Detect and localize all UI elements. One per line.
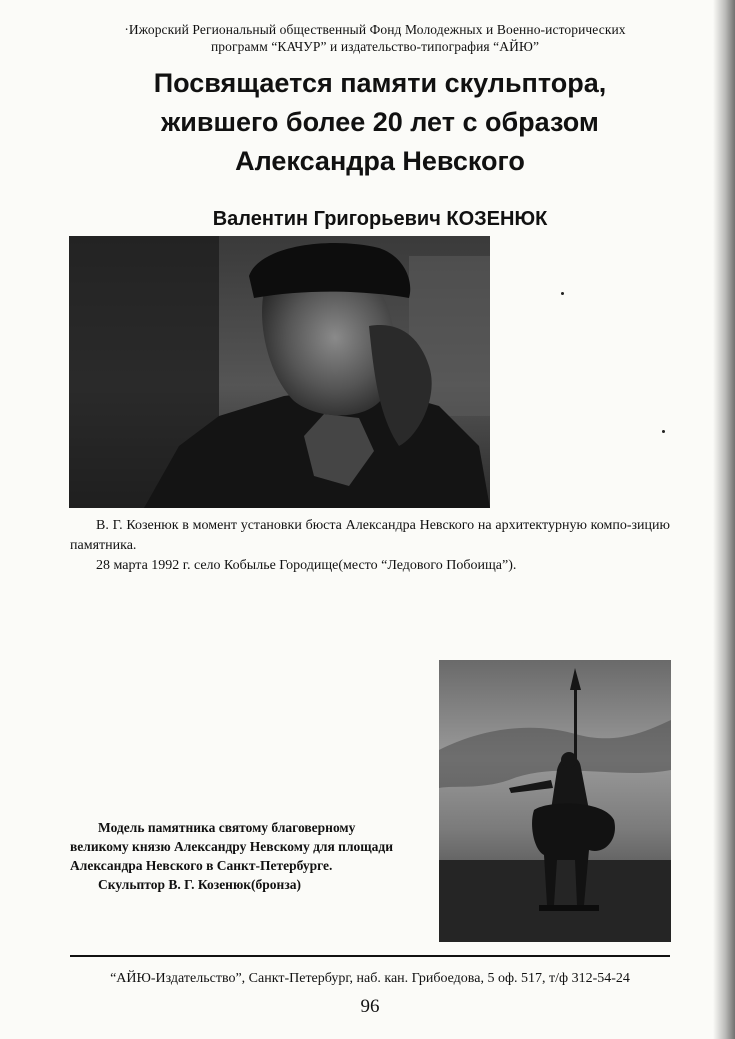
page-footer: “АЙЮ-Издательство”, Санкт-Петербург, наб. кан. Грибоедова, 5 оф. 517, т/ф 312-54-24 [110, 971, 630, 986]
page-number: 96 [360, 996, 380, 1017]
monument-model-photo [439, 660, 671, 942]
portrait-caption-line-1: В. Г. Козенюк в момент установки бюста Александра Невского на архитектурную компо-зицию памятника. [70, 518, 670, 553]
sculptor-portrait-photo [69, 236, 490, 508]
statue-caption-line-3: Александра Невского в Санкт-Петербурге. [70, 858, 333, 873]
scan-speck [662, 430, 665, 433]
portrait-caption-line-2: 28 марта 1992 г. село Кобылье Городище(место “Ледового Побоища”). [96, 558, 517, 573]
header-line-2: программ “КАЧУР” и издательство-типография “АЙЮ” [210, 39, 540, 54]
page-edge-shadow [713, 0, 735, 1039]
statue-caption [70, 818, 430, 894]
page-title: Посвящается памяти скульптора, жившего более 20 лет с образом Александра Невского [153, 68, 607, 176]
statue-caption-line-2: великому князю Александру Невскому для площади [70, 839, 394, 854]
subject-name: Валентин Григорьевич КОЗЕНЮК [212, 208, 548, 230]
footer-divider [70, 955, 670, 957]
header-line-1: ·Ижорский Региональный общественный Фонд Молодежных и Военно-исторических [124, 22, 626, 37]
statue-caption-line-1: Модель памятника святому благоверному [98, 820, 356, 835]
page-header [60, 21, 690, 55]
portrait-caption [70, 516, 670, 576]
scan-speck [561, 292, 564, 295]
statue-caption-line-4: Скульптор В. Г. Козенюк(бронза) [98, 877, 302, 892]
